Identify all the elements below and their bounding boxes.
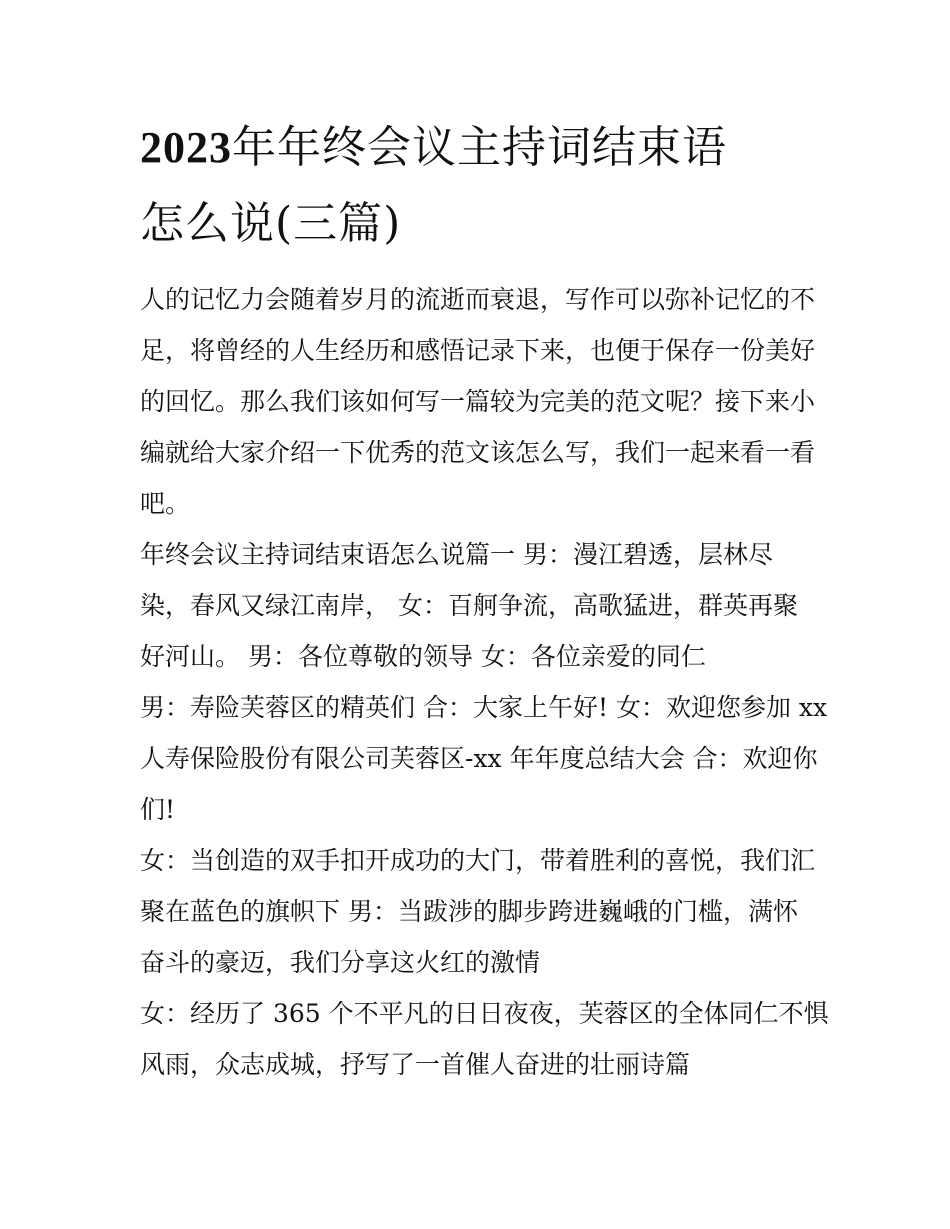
body-line: 风雨，众志成城，抒写了一首催人奋进的壮丽诗篇 xyxy=(140,1050,691,1079)
body-line: 奋斗的豪迈，我们分享这火红的激情 xyxy=(140,948,541,977)
title-year: 2023 xyxy=(140,123,232,172)
body-line: 染，春风又绿江南岸， 女：百舸争流，高歌猛进，群英再聚 xyxy=(140,591,798,620)
title-line-2: 怎么说(三篇) xyxy=(140,198,402,249)
document-body xyxy=(140,274,829,1090)
title-line-1 xyxy=(140,110,820,186)
body-line: 好河山。 男：各位尊敬的领导 女：各位亲爱的同仁 xyxy=(140,642,706,671)
body-line: 的回忆。那么我们该如何写一篇较为完美的范文呢？接下来小 xyxy=(140,387,816,416)
body-line: 们! xyxy=(140,795,176,824)
body-line: 吧。 xyxy=(140,489,191,518)
body-line: 女：当创造的双手扣开成功的大门，带着胜利的喜悦，我们汇 xyxy=(140,846,816,875)
body-line: 编就给大家介绍一下优秀的范文该怎么写，我们一起来看一看 xyxy=(140,438,816,467)
body-line: 年终会议主持词结束语怎么说篇一 男：漫江碧透，层林尽 xyxy=(140,540,773,569)
body-line: 人的记忆力会随着岁月的流逝而衰退，写作可以弥补记忆的不 xyxy=(140,285,816,314)
body-line: 聚在蓝色的旗帜下 男：当跋涉的脚步跨进巍峨的门槛，满怀 xyxy=(140,897,798,926)
body-line: 足，将曾经的人生经历和感悟记录下来，也便于保存一份美好 xyxy=(140,336,816,365)
body-line: 人寿保险股份有限公司芙蓉区-xx 年年度总结大会 合：欢迎你 xyxy=(140,744,818,773)
body-line: 男：寿险芙蓉区的精英们 合：大家上午好! 女：欢迎您参加 xx xyxy=(140,693,828,722)
title-line-1-text: 年年终会议主持词结束语 xyxy=(232,122,727,173)
body-line: 女：经历了 365 个不平凡的日日夜夜，芙蓉区的全体同仁不惧 xyxy=(140,999,829,1028)
document-title xyxy=(140,110,820,262)
